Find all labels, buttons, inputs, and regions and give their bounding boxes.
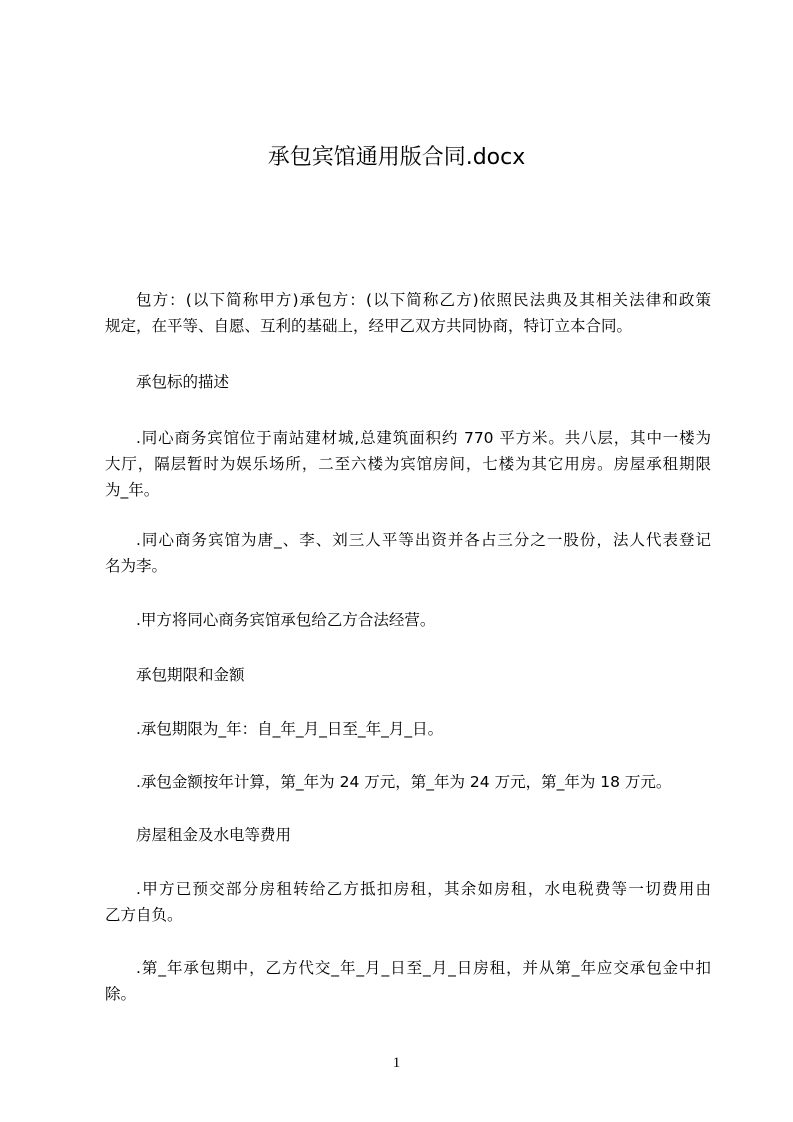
page-number: 1 xyxy=(392,1055,401,1071)
clause-paragraph xyxy=(105,769,711,795)
text-line: 规定，在平等、自愿、互利的基础上，经甲乙双方共同协商，特订立本合同。 xyxy=(105,317,633,335)
clause-paragraph xyxy=(105,716,711,742)
text-line: 名为李。 xyxy=(105,557,168,575)
clause-paragraph xyxy=(105,955,711,1007)
text-line: 承包期限和金额 xyxy=(136,666,245,684)
intro-paragraph xyxy=(105,287,711,339)
text-line: .甲方已预交部分房租转给乙方抵扣房租，其余如房租，水电税费等一切费用由 xyxy=(136,880,711,898)
text-line: .第_年承包期中，乙方代交_年_月_日至_月_日房租，并从第_年应交承包金中扣 xyxy=(136,959,711,977)
text-line: 房屋租金及水电等费用 xyxy=(136,826,292,844)
section-heading xyxy=(105,822,711,848)
clause-paragraph xyxy=(105,425,711,503)
text-line: 除。 xyxy=(105,985,137,1003)
text-line: .承包期限为_年：自_年_月_日至_年_月_日。 xyxy=(136,720,444,738)
text-line: 承包标的描述 xyxy=(136,373,230,391)
clause-paragraph xyxy=(105,607,711,633)
section-heading xyxy=(105,662,711,688)
text-line: .同心商务宾馆为唐_、李、刘三人平等出资并各占三分之一股份，法人代表登记 xyxy=(136,531,711,549)
clause-paragraph xyxy=(105,876,711,928)
text-line: 大厅，隔层暂时为娱乐场所，二至六楼为宾馆房间，七楼为其它用房。房屋承租期限 xyxy=(105,455,711,473)
text-line: 为_年。 xyxy=(105,481,160,499)
text-line: .同心商务宾馆位于南站建材城,总建筑面积约 770 平方米。共八层，其中一楼为 xyxy=(136,429,711,447)
clause-paragraph xyxy=(105,527,711,579)
text-line: 乙方自负。 xyxy=(105,906,183,924)
text-line: 包方：(以下简称甲方)承包方：(以下简称乙方)依照民法典及其相关法律和政策 xyxy=(136,291,711,309)
text-line: .承包金额按年计算，第_年为 24 万元，第_年为 24 万元，第_年为 18 万元。 xyxy=(136,773,672,791)
text-line: .甲方将同心商务宾馆承包给乙方合法经营。 xyxy=(136,611,436,629)
document-title: 承包宾馆通用版合同.docx xyxy=(267,145,526,170)
section-heading xyxy=(105,369,711,395)
